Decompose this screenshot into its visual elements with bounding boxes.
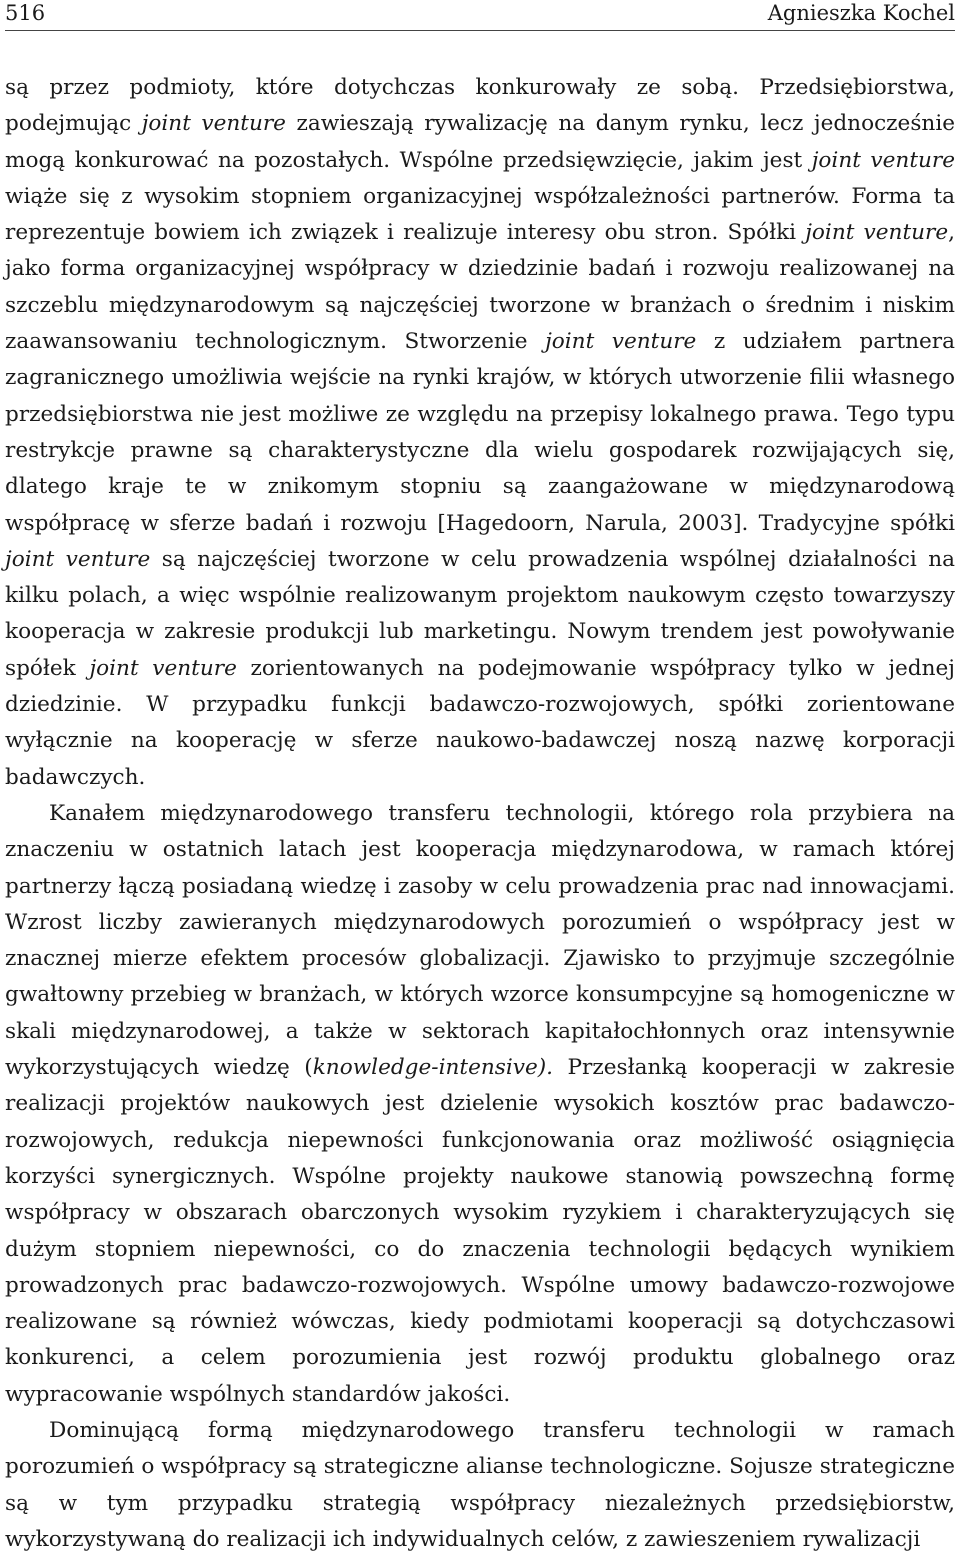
italic-term: joint venture (811, 147, 956, 173)
text-run: Kanałem międzynarodowego transferu technologii, którego rola przybiera na znaczeniu w ostatnich latach jest kooperacja międzynarodowa, w ramach której partnerzy łączą posiadaną wiedzę i zasoby w celu prowadzenia prac nad innowacjami. Wzrost liczby zawieranych międzynarodowych porozumień o współpracy jest w znacznej mierze efektem procesów globalizacji. Zjawisko to przyjmuje szczególnie gwałtowny przebieg w branżach, w których wzorce konsumpcyjne są homogeniczne w skali międzynarodowej, a także w sektorach kapitałochłonnych oraz intensywnie wykorzystujących wiedzę ( (5, 800, 955, 1081)
text-run: z udziałem partnera zagranicznego umożliwia wejście na rynki krajów, w których utworzenie filii własnego przedsiębiorstwa nie jest możliwe ze względu na przepisy lokalnego prawa. Tego typu restrykcje prawne są charakterystyczne dla wielu gospodarek rozwijających się, dlatego kraje te w znikomym stopniu są zaangażowane w międzynarodową współpracę w sferze badań i rozwoju [Hagedoorn, Narula, 2003]. Tradycyjne spółki (5, 329, 955, 536)
running-header (5, 0, 955, 31)
paragraph (5, 1413, 955, 1558)
running-head-author: Agnieszka Kochel (767, 1, 955, 25)
text-run: są przez podmioty, które dotychczas konkurowały ze sobą. Przedsiębiorstwa, podejmując (5, 75, 955, 137)
italic-term: joint venture (545, 329, 697, 355)
italic-term: knowledge-intensive). (312, 1055, 554, 1081)
italic-term: joint venture (141, 111, 286, 137)
italic-term: joint venture (89, 655, 237, 681)
text-run: Przesłanką kooperacji w zakresie realizacji projektów naukowych jest dzielenie wysokich kosztów prac badawczo-rozwojowych, redukcja niepewności funkcjonowania oraz możliwość osiągnięcia korzyści synergicznych. Wspólne projekty naukowe stanowią powszechną formę współpracy w obszarach obarczonych wysokim ryzykiem i charakteryzujących się dużym stopniem niepewności, co do znaczenia technologii będących wynikiem prowadzonych prac badawczo-rozwojowych. Wspólne umowy badawczo-rozwojowe realizowane są również wówczas, kiedy podmiotami kooperacji są dotychczasowi konkurenci, a celem porozumienia jest rozwój produktu globalnego oraz wypracowanie wspólnych standardów jakości. (5, 1055, 955, 1407)
paragraph (5, 70, 955, 796)
italic-term: joint venture (805, 220, 949, 246)
italic-term: joint venture (5, 546, 151, 572)
text-run: zorientowanych na podejmowanie współpracy tylko w jednej dziedzinie. W przypadku funkcji badawczo-rozwojowych, spółki zorientowane wyłącznie na kooperację w sferze naukowo-badawczej noszą nazwę korporacji badawczych. (5, 655, 955, 790)
page-number: 516 (5, 1, 46, 25)
text-run: zawieszają rywalizację na danym rynku, lecz jednocześnie mogą konkurować na pozostałych. Wspólne przedsięwzięcie, jakim jest (5, 111, 956, 173)
body-text (5, 70, 955, 1558)
text-run: Dominującą formą międzynarodowego transferu technologii w ramach porozumień o współpracy są strategiczne alianse technologiczne. Sojusze strategiczne są w tym przypadku strategią współpracy niezależnych przedsiębiorstw, wykorzystywaną do realizacji ich indywidualnych celów, z zawieszeniem rywalizacji (5, 1417, 955, 1552)
text-run: są najczęściej tworzone w celu prowadzenia wspólnej działalności na kilku polach, a więc wspólnie realizowanym projektom naukowym często towarzyszy kooperacja w zakresie produkcji lub marketingu. Nowym trendem jest powoływanie spółek (5, 546, 955, 681)
text-run: wiąże się z wysokim stopniem organizacyjnej współzależności partnerów. Forma ta reprezentuje bowiem ich związek i realizuje interesy obu stron. Spółki (5, 183, 955, 246)
paragraph (5, 796, 955, 1413)
text-run: , jako forma organizacyjnej współpracy w dziedzinie badań i rozwoju realizowanej na szczeblu międzynarodowym są najczęściej tworzone w branżach o średnim i niskim zaawansowaniu technologicznym. Stworzenie (5, 220, 956, 355)
